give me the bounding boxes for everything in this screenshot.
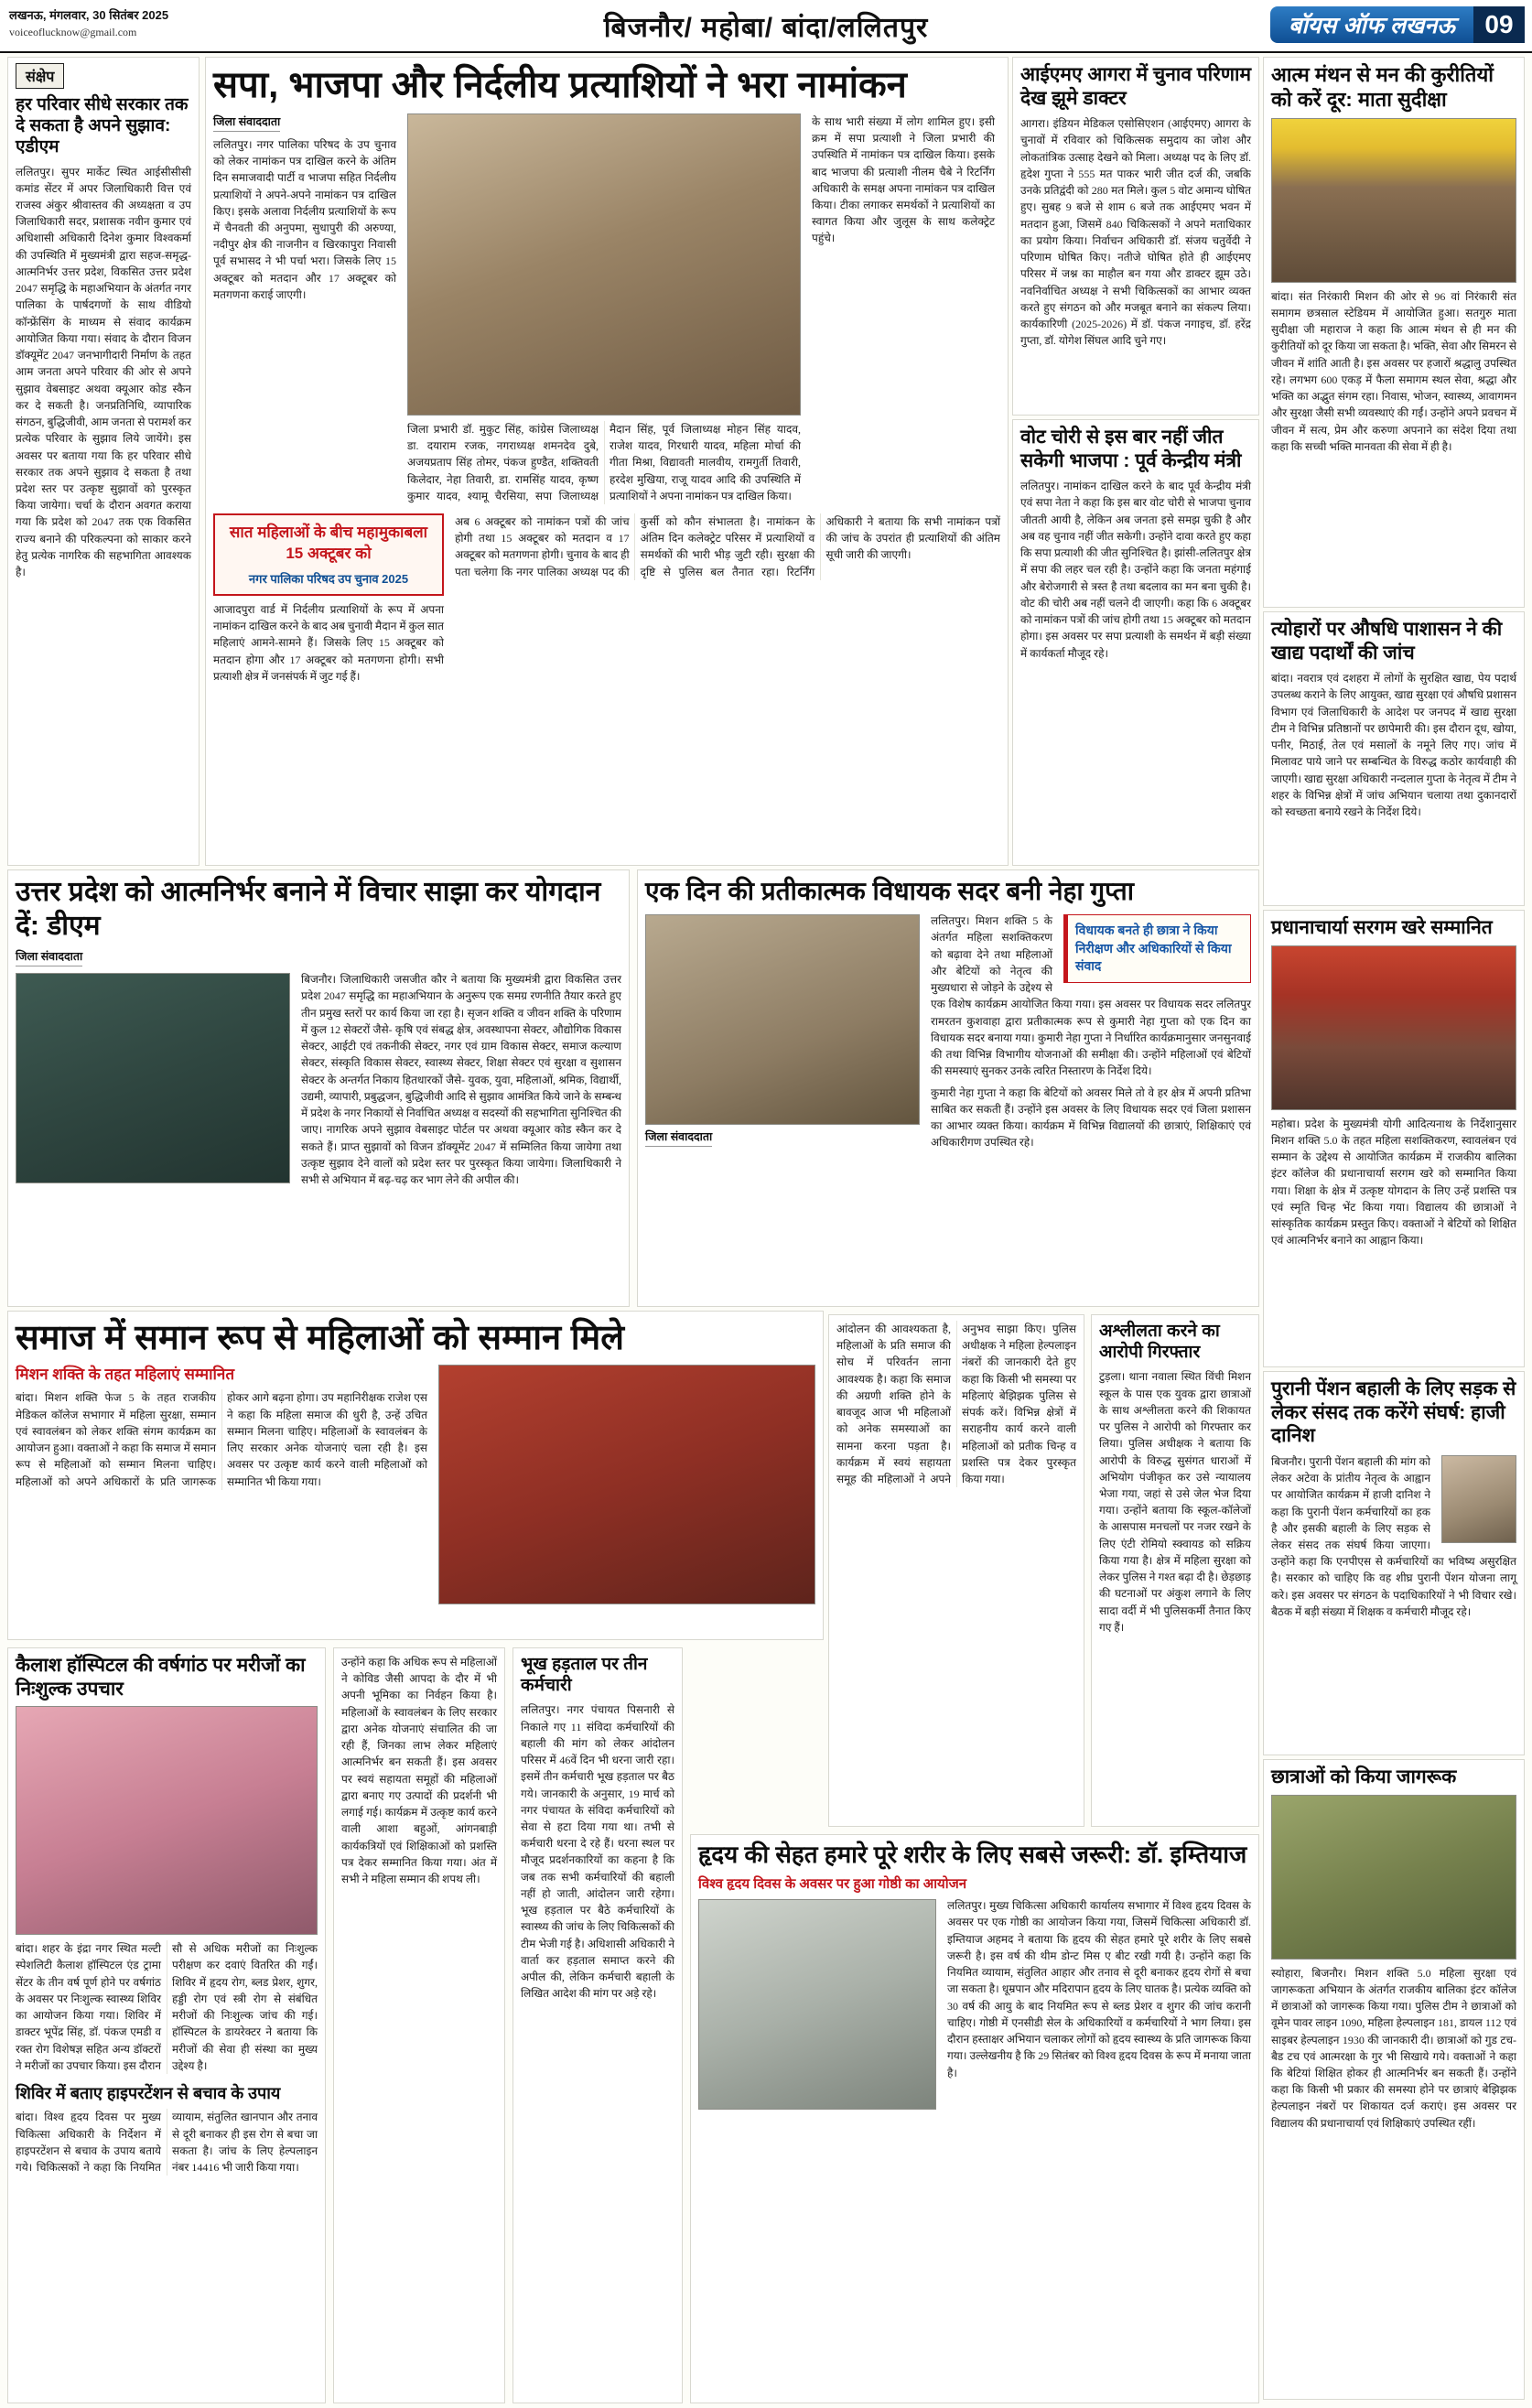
neha-body: ललितपुर। मिशन शक्ति 5 के अंतर्गत महिला सशक्तिकरण को बढ़ावा देने तथा महिलाओं और बेटियों को नेतृत्व की मुख्यधारा से जोड़ने के उद्देश्य से एक विशेष कार्यक्रम आयोजित किया गया। इस अवसर पर विधायक सदर ललितपुर रामरतन कुशवाहा द्वारा प्रतीकात्मक रूप से कुमारी नेहा गुप्ता को एक दिन का विधायक सदर बनाया गया। कुमारी नेहा गुप्ता ने निर्धारित कार्यक्रमानुसार जनसुनवाई की तथा विभिन्न विभागीय योजनाओं की समीक्षा की। उन्होंने महिलाओं एवं बेटियों की समस्याएं सुनकर उनके त्वरित निस्तारण के निर्देश दिये।	[931, 914, 1251, 1078]
tyohar-headline: त्योहारों पर औषधि पाशासन ने की खाद्य पदार्थों की जांच	[1271, 619, 1503, 664]
section-tab: संक्षेप	[16, 63, 64, 89]
article-food-check	[1263, 611, 1525, 906]
hriday-subhead: विश्व हृदय दिवस के अवसर पर हुआ गोष्ठी का आयोजन	[698, 1875, 967, 1892]
paper-name: बॉयस ऑफ लखनऊ	[1270, 6, 1473, 43]
article-kailash-hospital	[7, 1647, 326, 2403]
ashleel-headline: अश्लीलता करने का आरोपी गिरफ्तार	[1099, 1322, 1220, 1363]
article-brief	[7, 57, 200, 866]
masthead	[0, 0, 1532, 53]
hriday-headline: हृदय की सेहत हमारे पूरे शरीर के लिए सबसे जरूरी: डॉ. इम्तियाज	[698, 1841, 1247, 1868]
article-vote-chori	[1012, 419, 1259, 866]
brief-headline: हर परिवार सीधे सरकार तक दे सकता है अपने सुझाव: एडीएम	[16, 95, 189, 157]
pension-headline: पुरानी पेंशन बहाली के लिए सड़क से लेकर संसद तक करेंगे संघर्ष: हाजी दानिश	[1271, 1378, 1516, 1447]
article-samaj-samman	[7, 1311, 824, 1640]
ima-body: आगरा। इंडियन मेडिकल एसोसिएशन (आईएमए) आगरा के चुनावों में रविवार को चिकित्सक समुदाय का जोश और लोकतांत्रिक उत्साह देखने को मिला। अध्यक्ष पद के लिए डॉ. हृदेश गुप्ता ने 555 मत पाकर भारी जीत दर्ज की, जबकि उनके प्रतिद्वंदी को 280 मत मिले। कुल 5 वोट अमान्य घोषित हुए। सुबह 9 बजे से शाम 6 बजे तक आईएमए भवन में मतदान हुआ, जिसमें 840 चिकित्सकों ने अपने मताधिकार का प्रयोग किया। निर्वाचन अधिकारी डॉ. संजय चतुर्वेदी ने परिणाम घोषित किए। नतीजे घोषित होते ही आईएमए परिसर में जश्न का माहौल बन गया और डाक्टर झूम उठे। नवनिर्वाचित अध्यक्ष ने सभी चिकित्सकों का आभार व्यक्त करते हुए संगठन को और मजबूत बनाने का संकल्प लिया। कार्यकारिणी (2025-2026) में डॉ. पंकज नगाइच, डॉ. हरेंद्र गुप्ता, डॉ. योगेश सिंघल आदि चुने गए।	[1020, 117, 1251, 348]
kailash-headline: कैलाश हॉस्पिटल की वर्षगांठ पर मरीजों का निःशुल्क उपचार	[16, 1655, 306, 1700]
article-jagrook	[1263, 1759, 1525, 2400]
article-pradhanacharya	[1263, 910, 1525, 1367]
article-atma-manthan	[1263, 57, 1525, 608]
atma-photo	[1271, 118, 1516, 283]
article-ima-agra	[1012, 57, 1259, 416]
pradhan-headline: प्रधानाचार्या सरगम खरे सम्मानित	[1271, 917, 1493, 938]
region-title: बिजनौर/ महोबा/ बांदा/ललितपुर	[603, 13, 929, 43]
dm-photo	[16, 973, 290, 1183]
pension-portrait-photo	[1441, 1455, 1516, 1543]
hartal-body: ललितपुर। नगर पंचायत पिसनारी से निकाले गए 11 संविदा कर्मचारियों की बहाली की मांग को लेकर आंदोलन परिसर में 46वें दिन भी धरना जारी रहा। इसमें तीन कर्मचारी भूख हड़ताल पर बैठ गये। जानकारी के अनुसार, 19 मार्च को नगर पंचायत के संविदा कर्मचारियों को सेवा से हटा दिया गया था। तभी से कर्मचारी धरना दे रहे हैं। धरना स्थल पर मौजूद प्रदर्शनकारियों का कहना है कि जब तक सभी कर्मचारियों की बहाली नहीं हो जाती, आंदोलन जारी रहेगा। भूख हड़ताल पर बैठे कर्मचारियों के स्वास्थ्य की जांच के लिए चिकित्सकों की टीम भेजी गई है। अधिशासी अधिकारी ने वार्ता कर हड़ताल समाप्त करने की अपील की, लेकिन कर्मचारी बहाली के लिखित आदेश की मांग पर अड़े रहे।	[521, 1703, 674, 2001]
nomination-body-left: ललितपुर। नगर पालिका परिषद के उप चुनाव को लेकर नामांकन पत्र दाखिल करने के अंतिम दिन समाजवादी पार्टी व भाजपा सहित निर्दलीय प्रत्याशियों ने अपने-अपने नामांकन पत्र दाखिल किए। इसके अलावा निर्दलीय प्रत्याशियों के रूप में चैनवती की अनुपमा, सुधापुरी की अरुण्या, नदीपुर क्षेत्र की नाजनीन व खिरकापुरा निवासी पूर्व सभासद ने भी पर्चा भरा। जिसके लिए 15 अक्टूबर को मतदान और 17 अक्टूबर को मतगणना कराई जाएगी।	[213, 137, 396, 301]
samaj-body-cont: उन्होंने कहा कि अधिक रूप से महिलाओं ने कोविड जैसी आपदा के दौर में भी अपनी भूमिका का निर्वहन किया है। महिलाओं के स्वावलंबन के लिए सरकार द्वारा अनेक योजनाएं संचालित की जा रही हैं, जिनका लाभ लेकर महिलाएं आत्मनिर्भर बन सकती हैं। इस अवसर पर स्वयं सहायता समूहों की महिलाओं द्वारा बनाए गए उत्पादों की प्रदर्शनी भी लगाई गई। कार्यक्रम में उत्कृष्ट कार्य करने वाली आशा बहुओं, आंगनबाड़ी कार्यकत्रियों एवं शिक्षिकाओं को प्रशस्ति पत्र देकर सम्मानित किया गया। अंत में सभी ने महिला सम्मान की शपथ ली।	[341, 1656, 497, 1886]
kailash-subbody: बांदा। विश्व हृदय दिवस पर मुख्य चिकित्सा अधिकारी के निर्देशन में हाइपरटेंशन से बचाव के उपाय बताये गये। चिकित्सकों ने कहा कि नियमित व्यायाम, संतुलित खानपान और तनाव से दूरी बनाकर ही इस रोग से बचा जा सकता है। जांच के लिए हेल्पलाइन नंबर 14416 भी जारी किया गया।	[16, 2111, 318, 2175]
ashleel-body: टुड़ला। थाना नवाला स्थित विंची मिशन स्कूल के पास एक युवक द्वारा छात्राओं के साथ अश्लीलता करने की शिकायत पर पुलिस ने आरोपी को गिरफ्तार कर लिया। पुलिस अधीक्षक ने बताया कि आरोपी के विरुद्ध सुसंगत धाराओं में अभियोग पंजीकृत कर उसे न्यायालय भेजा गया, जहां से उसे जेल भेज दिया गया। उन्होंने बताया कि स्कूल-कॉलेजों के आसपास मनचलों पर नजर रखने के लिए एंटी रोमियो स्क्वायड को सक्रिय किया गया है। क्षेत्र में महिला सुरक्षा को लेकर पुलिस ने गश्त बढ़ा दी है। छेड़छाड़ की घटनाओं पर अंकुश लगाने के लिए सादा वर्दी में भी पुलिसकर्मी तैनात किए गए हैं।	[1099, 1370, 1251, 1634]
vote-headline: वोट चोरी से इस बार नहीं जीत सकेगी भाजपा : पूर्व केन्द्रीय मंत्री	[1020, 427, 1242, 471]
article-heart-health	[690, 1834, 1259, 2403]
dm-headline: उत्तर प्रदेश को आत्मनिर्भर बनाने में विचार साझा कर योगदान दें: डीएम	[16, 877, 601, 941]
neha-photo	[645, 914, 920, 1125]
nomination-headline: सपा, भाजपा और निर्दलीय प्रत्याशियों ने भरा नामांकन	[213, 65, 907, 105]
page-number: 09	[1473, 6, 1525, 43]
neha-subhead-box	[1063, 914, 1251, 983]
nomination-body-bottom: अब 6 अक्टूबर को नामांकन पत्रों की जांच होगी तथा 15 अक्टूबर को मतदान व 17 अक्टूबर को मतगणना होगी। चुनाव के बाद ही पता चलेगा कि नगर पालिका अध्यक्ष पद की कुर्सी को कौन संभालता है। नामांकन के अंतिम दिन कलेक्ट्रेट परिसर में प्रत्याशियों व समर्थकों की भारी भीड़ जुटी रही। सुरक्षा की दृष्टि से पुलिस बल तैनात रहा। रिटर्निंग अधिकारी ने बताया कि सभी नामांकन पत्रों की जांच के उपरांत ही प्रत्याशियों की अंतिम सूची जारी की जाएगी।	[455, 514, 1000, 578]
inset-body: आजादपुरा वार्ड में निर्दलीय प्रत्याशियों के रूप में अपना नामांकन दाखिल करने के बाद अब चुनावी मैदान में कुल सात महिलाएं आमने-सामने हैं। जिसके लिए 15 अक्टूबर को मतदान होगा और 17 अक्टूबर को मतगणना होगी। सभी प्रत्याशी क्षेत्र में जनसंपर्क में जुट गई हैं।	[213, 602, 444, 683]
jagrook-headline: छात्राओं को किया जागरूक	[1271, 1766, 1457, 1787]
kailash-body: बांदा। शहर के इंद्रा नगर स्थित मल्टी स्पेशलिटी कैलाश हॉस्पिटल एंड ट्रामा सेंटर के तीन वर्ष पूर्ण होने पर वर्षगांठ के अवसर पर निःशुल्क स्वास्थ्य शिविर का आयोजन किया गया। शिविर में डाक्टर भूपेंद्र सिंह, डॉ. पंकज एमडी व रक्त रोग विशेषज्ञ सहित अन्य डॉक्टरों ने मरीजों का उपचार किया। इस दौरान सौ से अधिक मरीजों का निःशुल्क परीक्षण कर दवाएं वितरित की गईं। शिविर में हृदय रोग, ब्लड प्रेशर, शुगर, हड्डी रोग एवं स्त्री रोग से संबंधित मरीजों की निःशुल्क जांच की गई। हॉस्पिटल के डायरेक्टर ने बताया कि मरीजों की सेवा ही संस्था का मुख्य उद्देश्य है।	[16, 1942, 318, 2072]
neha-headline: एक दिन की प्रतीकात्मक विधायक सदर बनी नेहा गुप्ता	[645, 877, 1134, 905]
neha-subhead: विधायक बनते ही छात्रा ने किया निरीक्षण और अधिकारियों से किया संवाद	[1075, 923, 1232, 974]
jagrook-photo	[1271, 1795, 1516, 1960]
election-inset-box	[213, 513, 444, 596]
pradhan-body: महोबा। प्रदेश के मुख्यमंत्री योगी आदित्यनाथ के निर्देशानुसार मिशन शक्ति 5.0 के तहत महिला सशक्तिकरण, स्वावलंबन एवं सम्मान के उद्देश्य से आयोजित कार्यक्रम में राजकीय बालिका इंटर कॉलेज की प्रधानाचार्या सरगम खरे को सम्मानित किया गया। शिक्षा के क्षेत्र में उत्कृष्ट योगदान के लिए उन्हें प्रशस्ति पत्र एवं स्मृति चिन्ह भेंट किया गया। विद्यालय की छात्राओं ने सांस्कृतिक कार्यक्रम प्रस्तुत किए। वक्ताओं ने बेटियों को शिक्षित एवं आत्मनिर्भर बनाने का आह्वान किया।	[1271, 1117, 1516, 1247]
samaj-headline: समाज में समान रूप से महिलाओं को सम्मान मिले	[16, 1319, 625, 1357]
article-hunger-strike	[512, 1647, 683, 2403]
mahila-body-cont: आंदोलन की आवश्यकता है, महिलाओं के प्रति समाज की सोच में परिवर्तन लाना आवश्यक है। कहा कि समाज की अग्रणी शक्ति होने के बावजूद आज भी महिलाओं को अनेक समस्याओं का सामना करना पड़ता है। कार्यक्रम में स्वयं सहायता समूह की महिलाओं ने अपने अनुभव साझा किए। पुलिस अधीक्षक ने महिला हेल्पलाइन नंबरों की जानकारी देते हुए कहा कि किसी भी समस्या पर महिलाएं बेझिझक पुलिस से संपर्क करें। विभिन्न क्षेत्रों में सराहनीय कार्य करने वाली महिलाओं को प्रतीक चिन्ह व प्रशस्ति पत्र देकर पुरस्कृत किया गया।	[836, 1323, 1076, 1486]
atma-headline: आत्म मंथन से मन की कुरीतियों को करें दूर: माता सुदीक्षा	[1271, 63, 1494, 111]
atma-body: बांदा। संत निरंकारी मिशन की ओर से 96 वां निरंकारी संत समागम छत्रसाल स्टेडियम में आयोजित हुआ। सतगुरु माता सुदीक्षा जी महाराज ने कहा कि आत्म मंथन से ही मन की कुरीतियों को दूर किया जा सकता है। भक्ति, सेवा और सिमरन से जीवन में शांति आती है। इस अवसर पर हजारों श्रद्धालु उपस्थित रहे। लगभग 600 एकड़ में फैला समागम स्थल सेवा, श्रद्धा और भक्ति का अद्भुत संगम रहा। निवास, भोजन, स्वास्थ्य, आवागमन और सुरक्षा जैसी सभी व्यवस्थाएं की गईं। उन्होंने अपने प्रवचन में जीवन में सत्य, प्रेम और करुणा अपनाने का संदेश दिया तथा कहा कि सच्ची भक्ति मानवता की सेवा में ही है।	[1271, 289, 1516, 453]
dm-body: बिजनौर। जिलाधिकारी जसजीत कौर ने बताया कि मुख्यमंत्री द्वारा विकसित उत्तर प्रदेश 2047 समृद्धि का महाअभियान के अनुरूप एक समग्र रणनीति तैयार करते हुए तीन प्रमुख स्तरों पर कार्य किया जा रहा है। सृजन शक्ति व जीवन शक्ति के परिणाम में कुल 12 सेक्टरों जैसे- कृषि एवं संबद्ध क्षेत्र, अवस्थापना सेक्टर, औद्योगिक विकास सेक्टर, आईटी एवं तकनीकी सेक्टर, नगर एवं ग्राम विकास सेक्टर, समाज कल्याण सेक्टर, संस्कृति विकास सेक्टर, स्वास्थ्य सेक्टर, शिक्षा सेक्टर एवं सुरक्षा व सुशासन सेक्टर के अन्तर्गत निकाय हितधारकों जैसे- युवक, युवा, महिलाओं, श्रमिक, विद्यार्थी, उद्यमी, व्यापारी, प्रबुद्धजन, बुद्धिजीवी आदि से सुझाव आमंत्रित किये जाने के सम्बन्ध में प्रदेश के नगर निकायों से निर्वाचित अध्यक्ष व सदस्यों की सहभागिता सुनिश्चित की जाए। नागरिक अपने सुझाव वेबसाइट पोर्टल पर अथवा क्यूआर कोड स्कैन कर दे सकते हैं। प्राप्त सुझावों को विजन डॉक्यूमेंट 2047 में सम्मिलित किया जायेगा तथा उत्कृष्ट सुझाव देने वालों को प्रदेश स्तर पर पुरस्कृत किया जायेगा। जिलाधिकारी ने सभी से अभियान में बढ़-चढ़ कर भाग लेने की अपील की।	[301, 973, 621, 1186]
article-mahila-continued	[828, 1314, 1084, 1827]
nomination-body-right: के साथ भारी संख्या में लोग शामिल हुए। इसी क्रम में सपा प्रत्याशी ने जिला प्रभारी की उपस्थिति में नामांकन पत्र दाखिल किया। इसके बाद भाजपा की प्रत्याशी नीलम चैबे ने रिटर्निंग अधिकारी के समक्ष अपना नामांकन पत्र दाखिल किया। टीका लगाकर समर्थकों ने प्रत्याशियों का स्वागत किया और जुलूस के साथ कलेक्ट्रेट पहुंचे।	[812, 114, 995, 245]
hartal-headline: भूख हड़ताल पर तीन कर्मचारी	[521, 1655, 648, 1696]
article-nomination	[205, 57, 1009, 866]
neha-byline: जिला संवाददाता	[645, 1128, 712, 1147]
nomination-byline: जिला संवाददाता	[213, 113, 280, 132]
samaj-photo	[438, 1365, 815, 1604]
inset-title: सात महिलाओं के बीच महामुकाबला 15 अक्टूबर को	[229, 523, 428, 562]
email-address: voiceoflucknow@gmail.com	[9, 26, 137, 38]
article-pension	[1263, 1371, 1525, 1755]
ima-headline: आईएमए आगरा में चुनाव परिणाम देख झूमे डाक्टर	[1020, 64, 1252, 109]
brief-body: ललितपुर। सुपर मार्केट स्थित आईसीसीसी कमांड सेंटर में अपर जिलाधिकारी वित्त एवं राजस्व अंकुर श्रीवास्तव की अध्यक्षता व उप जिलाधिकारी सदर, प्रशासक नवीन कुमार एवं अधिशासी अधिकारी दिनेश कुमार विश्वकर्मा की उपस्थिति में मुख्यमंत्री द्वारा सहज-समृद्ध-आत्मनिर्भर उत्तर प्रदेश, विकसित उत्तर प्रदेश 2047 समृद्धि के महाअभियान के अंतर्गत नगर पालिका के पार्षदगणों के साथ वीडियो कॉन्फ्रेंसिंग के माध्यम से संवाद कार्यक्रम आयोजित किया गया। संवाद के दौरान विजन डॉक्यूमेंट 2047 जनभागीदारी निर्माण के तहत आम जनता अपने परिवार की ओर से अपने सुझाव वेबसाइट अथवा क्यूआर कोड स्कैन कर दे सकती है। जनप्रतिनिधि, व्यापारिक संगठन, बुद्धिजीवी, आम जनता से परामर्श कर प्रत्येक परिवार के सुझाव लिये जायेंगे। इस अवसर पर बताया गया कि हर परिवार सीधे सरकार तक अपने सुझाव दे सकता है तथा प्रदेश स्तर पर उत्कृष्ट सुझावों को पुरस्कृत किया जायेगा। चर्चा के दौरान अवगत कराया गया कि प्रदेश को 2047 तक एक विकसित राज्य बनाने की परिकल्पना को साकार करने हेतु प्रत्येक नागरिक की सहभागिता आवश्यक है।	[16, 165, 191, 579]
article-dm-atmanirbhar	[7, 869, 630, 1307]
article-samaj-continued	[333, 1647, 505, 2403]
tyohar-body: बांदा। नवरात्र एवं दशहरा में लोगों के सुरक्षित खाद्य, पेय पदार्थ उपलब्ध कराने के लिए आयुक्त, खाद्य सुरक्षा एवं औषधि प्रशासन विभाग एवं जिलाधिकारी के आदेश पर जनपद में खाद्य सुरक्षा टीम ने विभिन्न प्रतिष्ठानों पर छापेमारी की। इस दौरान दूध, खोया, पनीर, मिठाई, तेल एवं मसालों के नमूने लिए गए। जांच में मिलावट पाये जाने पर सम्बन्धित के विरुद्ध कठोर कार्यवाही की जाएगी। खाद्य सुरक्षा अधिकारी नन्दलाल गुप्ता के नेतृत्व में टीम ने शहर के विभिन्न क्षेत्रों में जांच अभियान चलाया तथा दुकानदारों को स्वच्छता बनाये रखने के निर्देश दिये।	[1271, 672, 1516, 819]
dateline: लखनऊ, मंगलवार, 30 सितंबर 2025	[9, 8, 169, 22]
article-neha-gupta	[637, 869, 1259, 1307]
vote-body: ललितपुर। नामांकन दाखिल करने के बाद पूर्व केन्द्रीय मंत्री एवं सपा नेता ने कहा कि इस बार वोट चोरी से भाजपा चुनाव जीतती आयी है, लेकिन अब जनता इसे समझ चुकी है और अब वह चुनाव नहीं जीत सकेगी। उन्होंने दावा करते हुए कहा कि सपा प्रत्याशी की जीत सुनिश्चित है। झांसी-ललितपुर क्षेत्र में सपा की लहर चल रही है। उन्होंने कहा कि जनता महंगाई और बेरोजगारी से त्रस्त है तथा बदलाव का मन बना चुकी है। वोट की चोरी अब नहीं चलने दी जाएगी। कहा कि 6 अक्टूबर को नामांकन पत्रों की जांच होगी तथा 15 अक्टूबर को मतदान होगा। इस अवसर पर सपा प्रत्याशी के समर्थन में बड़ी संख्या में कार्यकर्ता मौजूद रहे।	[1020, 480, 1251, 660]
samaj-body: बांदा। मिशन शक्ति फेज 5 के तहत राजकीय मेडिकल कॉलेज सभागार में महिला सुरक्षा, सम्मान एवं स्वावलंबन को लेकर शक्ति संगम कार्यक्रम का आयोजन हुआ। वक्ताओं ने कहा कि समाज में समान रूप से महिलाओं को सम्मान मिलना चाहिए। महिलाओं को अपने अधिकारों के प्रति जागरूक होकर आगे बढ़ना होगा। उप महानिरीक्षक राजेश एस ने कहा कि महिला समाज की धुरी है, उन्हें उचित सम्मान मिलना चाहिए। महिलाओं के स्वावलंबन के लिए सरकार अनेक योजनाएं चला रही है। इस अवसर पर उत्कृष्ट कार्य करने वाली महिलाओं को सम्मानित भी किया गया।	[16, 1391, 427, 1488]
neha-body2: कुमारी नेहा गुप्ता ने कहा कि बेटियों को अवसर मिले तो वे हर क्षेत्र में अपनी प्रतिभा साबित कर सकती हैं। उन्होंने इस अवसर के लिए विधायक सदर एवं जिला प्रशासन का आभार व्यक्त किया। कार्यक्रम में विभिन्न विद्यालयों की छात्राएं, शिक्षिकाएं एवं अधिकारीगण उपस्थित रहे।	[931, 1085, 1251, 1150]
kailash-photo	[16, 1706, 318, 1935]
kailash-subhead: शिविर में बताए हाइपरटेंशन से बचाव के उपाय	[16, 2084, 281, 2103]
pension-body: बिजनौर। पुरानी पेंशन बहाली की मांग को लेकर अटेवा के प्रांतीय नेतृत्व के आह्वान पर आयोजित कार्यक्रम में हाजी दानिश ने कहा कि पुरानी पेंशन कर्मचारियों का हक है और इसकी बहाली के लिए सड़क से लेकर संसद तक संघर्ष किया जाएगा। उन्होंने कहा कि एनपीएस से कर्मचारियों का भविष्य असुरक्षित है। सरकार को चाहिए कि वह शीघ्र पुरानी पेंशन योजना लागू करे। इस अवसर पर संगठन के पदाधिकारियों ने भी विचार रखे। बैठक में बड़ी संख्या में शिक्षक व कर्मचारी मौजूद रहे।	[1271, 1454, 1516, 1618]
nomination-photo	[407, 113, 801, 416]
jagrook-body: स्योहारा, बिजनौर। मिशन शक्ति 5.0 महिला सुरक्षा एवं जागरूकता अभियान के अंतर्गत राजकीय बालिका इंटर कॉलेज में छात्राओं को जागरूक किया गया। पुलिस टीम ने छात्राओं को वूमेन पावर लाइन 1090, महिला हेल्पलाइन 181, डायल 112 एवं साइबर हेल्पलाइन 1930 की जानकारी दी। छात्राओं को गुड टच-बैड टच एवं आत्मरक्षा के गुर भी सिखाये गये। वक्ताओं ने कहा कि बेटियां शिक्षित होकर ही आत्मनिर्भर बन सकती हैं। उन्होंने कहा कि किसी भी प्रकार की समस्या होने पर छात्राएं बेझिझक हेल्पलाइन नंबरों पर शिकायत दर्ज कराएं। इस अवसर पर विद्यालय की प्रधानाचार्या एवं शिक्षिकाएं उपस्थित रहीं।	[1271, 1966, 1516, 2130]
dm-byline: जिला संवाददाता	[16, 948, 82, 966]
samaj-subhead: मिशन शक्ति के तहत महिलाएं सम्मानित	[16, 1366, 235, 1384]
article-ashleelta-arrest	[1091, 1314, 1259, 1827]
hriday-body: ललितपुर। मुख्य चिकित्सा अधिकारी कार्यालय सभागार में विश्व हृदय दिवस के अवसर पर एक गोष्ठी का आयोजन किया गया, जिसमें चिकित्सा अधिकारी डॉ. इम्तियाज अहमद ने बताया कि हृदय की सेहत हमारे पूरे शरीर के लिए सबसे जरूरी है। इस वर्ष की थीम डोन्ट मिस ए बीट रखी गयी है। उन्होंने कहा कि नियमित व्यायाम, संतुलित आहार और तनाव से दूरी बनाकर हृदय रोगों से बचा जा सकता है। धूम्रपान और मदिरापान हृदय के लिए घातक है। प्रत्येक व्यक्ति को 30 वर्ष की आयु के बाद नियमित रूप से ब्लड प्रेशर व शुगर की जांच करानी चाहिए। गोष्ठी में एनसीडी सेल के अधिकारियों व कर्मचारियों ने भाग लिया। इस दौरान हस्ताक्षर अभियान चलाकर लोगों को हृदय स्वास्थ्य के प्रति जागरूक किया गया। उल्लेखनीय है कि 29 सितंबर को विश्व हृदय दिवस के रूप में मनाया जाता है।	[947, 1899, 1251, 2079]
pradhan-photo	[1271, 945, 1516, 1110]
nomination-body-center: जिला प्रभारी डॉ. मुकुट सिंह, कांग्रेस जिलाध्यक्ष डा. दयाराम रजक, नगराध्यक्ष शमनदेव दुबे, अजयप्रताप सिंह तोमर, पंकज हुण्डैत, शक्तिवती किलेदार, नेहा तिवारी, डा. रामसिंह यादव, कृष्ण कुमार यादव, श्यामू चैरसिया, सपा जिलाध्यक्ष मैदान सिंह, पूर्व जिलाध्यक्ष मोहन सिंह यादव, राजेश यादव, गिरधारी यादव, महिला मोर्चा की गीता मिश्रा, विद्यावती मालवीय, रामगुर्ती तिवारी, हरदेश मुखिया, राजू यादव आदि की उपस्थिति में प्रत्याशियों ने अपना नामांकन पत्र दाखिल किया।	[407, 422, 801, 502]
inset-kicker: नगर पालिका परिषद उप चुनाव 2025	[248, 571, 409, 586]
hriday-photo	[698, 1899, 936, 2110]
